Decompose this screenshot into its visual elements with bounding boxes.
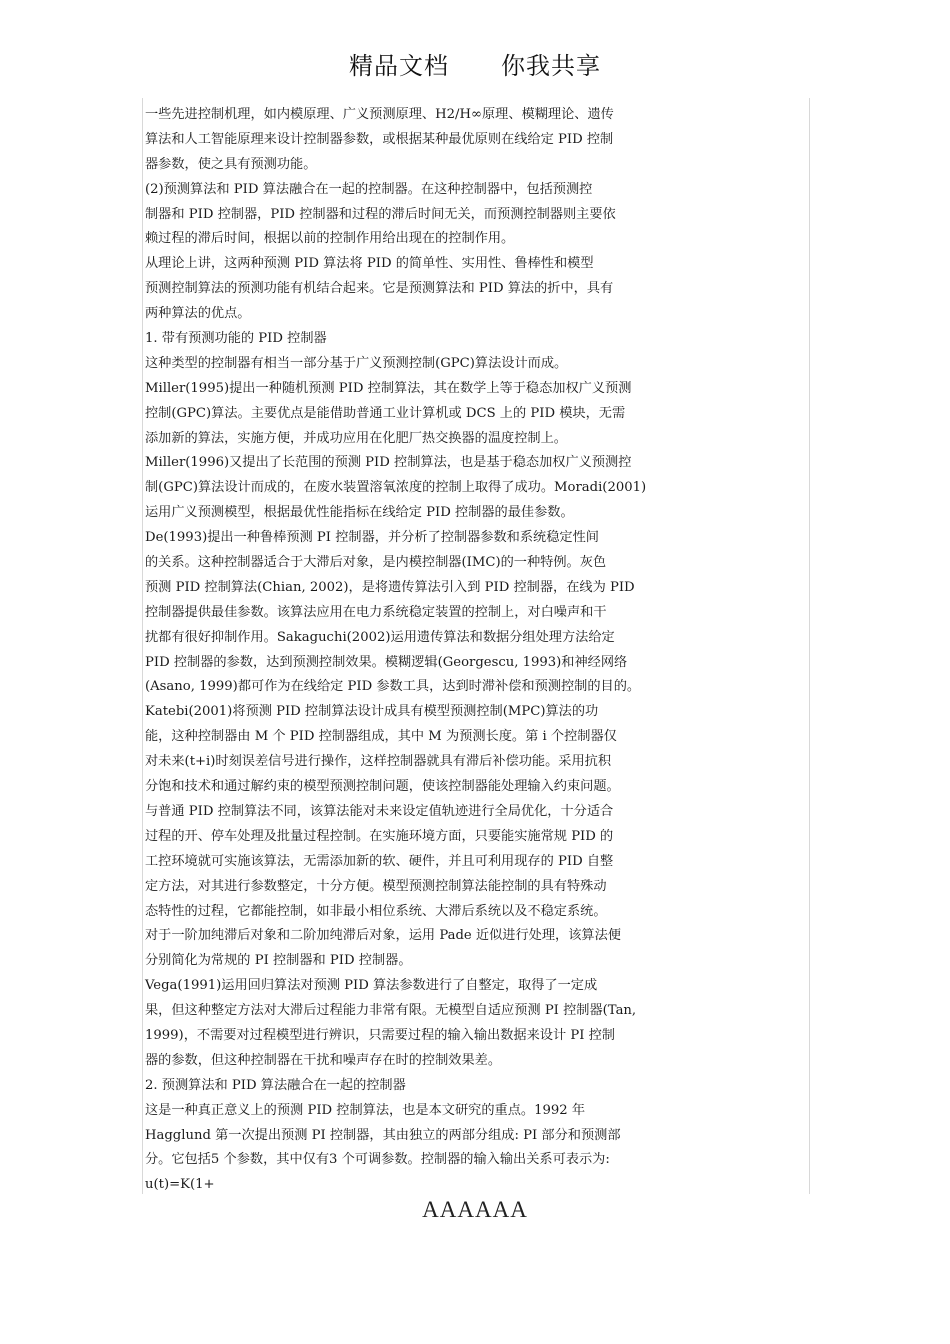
text-line: 与普通 PID 控制算法不同，该算法能对未来设定值轨迹进行全局优化，十分适合: [145, 803, 614, 819]
page-header: [0, 46, 950, 81]
text-line: 制(GPC)算法设计而成的，在废水装置溶氧浓度的控制上取得了成功。Moradi(2001): [145, 480, 647, 496]
text-line: u(t)=K(1+: [145, 1177, 215, 1193]
text-line: 赖过程的滞后时间，根据以前的控制作用给出现在的控制作用。: [145, 231, 515, 247]
text-line: 控制(GPC)算法。主要优点是能借助普通工业计算机或 DCS 上的 PID 模块，无需: [145, 405, 626, 421]
text-line: 预测 PID 控制算法(Chian, 2002)，是将遗传算法引入到 PID 控制器，在线为 PID: [145, 579, 635, 595]
text-line: 两种算法的优点。: [145, 306, 251, 322]
text-line: 器参数，使之具有预测功能。: [145, 156, 317, 172]
text-line: 分别简化为常规的 PI 控制器和 PID 控制器。: [145, 953, 412, 969]
text-line: 一些先进控制机理，如内模原理、广义预测原理、H2/H∞原理、模糊理论、遗传: [145, 107, 614, 122]
text-line: 器的参数，但这种控制器在干扰和噪声存在时的控制效果差。: [145, 1052, 502, 1068]
text-line: 的关系。这种控制器适合于大滞后对象，是内模控制器(IMC)的一种特例。灰色: [145, 555, 607, 571]
text-line: 这种类型的控制器有相当一部分基于广义预测控制(GPC)算法设计而成。: [145, 355, 568, 371]
text-line: Katebi(2001)将预测 PID 控制算法设计成具有模型预测控制(MPC)算法的功: [145, 704, 599, 720]
text-line: Miller(1995)提出一种随机预测 PID 控制算法，其在数学上等于稳态加权广义预测: [145, 380, 632, 396]
text-line: 制器和 PID 控制器，PID 控制器和过程的滞后时间无关，而预测控制器则主要依: [145, 206, 616, 222]
text-line: Miller(1996)又提出了长范围的预测 PID 控制算法，也是基于稳态加权广义预测控: [145, 455, 632, 471]
text-line: 定方法，对其进行参数整定，十分方便。模型预测控制算法能控制的具有特殊动: [145, 878, 607, 894]
header-right-text: 你我共享: [501, 52, 601, 80]
text-line: 扰都有很好抑制作用。Sakaguchi(2002)运用遗传算法和数据分组处理方法给定: [145, 629, 615, 645]
text-line: Vega(1991)运用回归算法对预测 PID 算法参数进行了自整定，取得了一定成: [145, 978, 598, 994]
text-line: 对未来(t+i)时刻误差信号进行操作，这样控制器就具有滞后补偿功能。采用抗积: [145, 754, 612, 770]
page-footer: AAAAAA: [422, 1197, 528, 1222]
document-body: [145, 103, 745, 1198]
text-line: 果，但这种整定方法对大滞后过程能力非常有限。无模型自适应预测 PI 控制器(Tan,: [145, 1003, 637, 1019]
text-line: PID 控制器的参数，达到预测控制效果。模糊逻辑(Georgescu, 1993)和神经网络: [145, 654, 628, 670]
text-line: 分。它包括5 个参数，其中仅有3 个可调参数。控制器的输入输出关系可表示为:: [145, 1152, 610, 1168]
text-line: De(1993)提出一种鲁棒预测 PI 控制器，并分析了控制器参数和系统稳定性间: [145, 530, 599, 546]
text-line: 1999)，不需要对过程模型进行辨识，只需要过程的输入输出数据来设计 PI 控制: [145, 1027, 615, 1043]
text-line: 工控环境就可实施该算法，无需添加新的软、硬件，并且可利用现存的 PID 自整: [145, 853, 614, 869]
text-line: 过程的开、停车处理及批量过程控制。在实施环境方面，只要能实施常规 PID 的: [145, 828, 614, 844]
text-line: 算法和人工智能原理来设计控制器参数，或根据某种最优原则在线给定 PID 控制: [145, 131, 614, 147]
header-left-text: 精品文档: [349, 52, 449, 80]
text-line: 添加新的算法，实施方便，并成功应用在化肥厂热交换器的温度控制上。: [145, 430, 567, 446]
text-line: 分饱和技术和通过解约束的模型预测控制问题，使该控制器能处理输入约束问题。: [145, 779, 620, 795]
text-line: 控制器提供最佳参数。该算法应用在电力系统稳定装置的控制上，对白噪声和干: [145, 604, 607, 620]
text-line: 运用广义预测模型，根据最优性能指标在线给定 PID 控制器的最佳参数。: [145, 505, 574, 521]
text-line: 这是一种真正意义上的预测 PID 控制算法，也是本文研究的重点。1992 年: [145, 1102, 586, 1118]
text-line: (2)预测算法和 PID 算法融合在一起的控制器。在这种控制器中，包括预测控: [145, 181, 593, 197]
text-line: 态特性的过程，它都能控制，如非最小相位系统、大滞后系统以及不稳定系统。: [145, 903, 607, 919]
text-line: (Asano, 1999)都可作为在线给定 PID 参数工具，达到时滞补偿和预测控制的目的。: [145, 679, 641, 695]
text-line: 能，这种控制器由 M 个 PID 控制器组成，其中 M 为预测长度。第 i 个控制器仅: [145, 729, 617, 745]
text-line: 从理论上讲，这两种预测 PID 算法将 PID 的简单性、实用性、鲁棒性和模型: [145, 256, 594, 272]
text-line: 2. 预测算法和 PID 算法融合在一起的控制器: [145, 1077, 406, 1093]
text-line: 1. 带有预测功能的 PID 控制器: [145, 331, 327, 347]
text-line: 对于一阶加纯滞后对象和二阶加纯滞后对象，运用 Pade 近似进行处理，该算法便: [145, 928, 621, 944]
text-line: Hagglund 第一次提出预测 PI 控制器，其由独立的两部分组成: PI 部分和预测部: [145, 1127, 621, 1143]
text-line: 预测控制算法的预测功能有机结合起来。它是预测算法和 PID 算法的折中，具有: [145, 281, 614, 297]
